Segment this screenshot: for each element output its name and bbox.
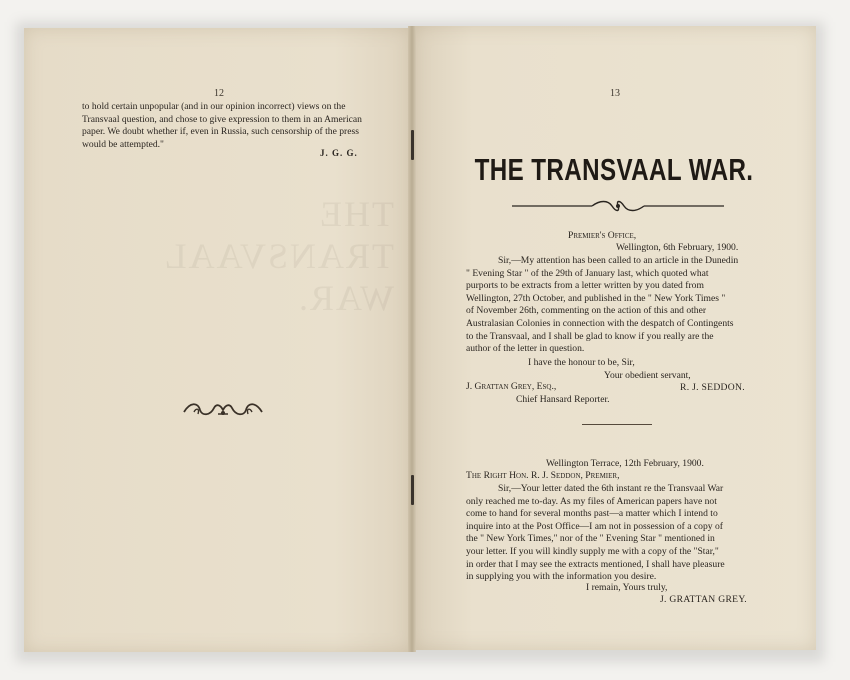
- text-line: of November 26th, commenting on the action of this and other: [466, 305, 707, 317]
- letter1-addressee1: J. Grattan Grey, Esq.,: [466, 381, 557, 392]
- text-line: " Evening Star " of the 29th of January last, which quoted what: [466, 267, 709, 279]
- letter1-closing1: I have the honour to be, Sir,: [528, 357, 635, 368]
- text-line: only reached me to-day. As my files of American papers have not: [466, 495, 717, 507]
- text-line: to hold certain unpopular (and in our opinion incorrect) views on the: [82, 101, 346, 112]
- letter1-addressee2: Chief Hansard Reporter.: [516, 394, 610, 405]
- letter2-salutation: The Right Hon. R. J. Seddon, Premier,: [466, 470, 620, 481]
- page-number-left: 12: [214, 88, 224, 99]
- text-line: in supplying you with the information you desire.: [466, 571, 657, 583]
- text-line: paper. We doubt whether if, even in Russia, such censorship of the press: [82, 126, 359, 138]
- text-line: would be attempted.": [82, 138, 164, 150]
- letter2-signature: J. GRATTAN GREY.: [660, 594, 748, 605]
- spine-gutter: [408, 26, 416, 652]
- text-line: Sir,—My attention has been called to an article in the Dunedin: [498, 255, 739, 266]
- text-line: inquire into at the Post Office—I am not in possession of a copy of: [466, 520, 723, 532]
- staple-bottom: [411, 475, 414, 505]
- text-line: Sir,—Your letter dated the 6th instant re the Transvaal War: [498, 483, 724, 494]
- text-line: in order that I may see the extracts mentioned, I shall have pleasure: [466, 558, 725, 570]
- text-line: come to hand for several months past—a matter which I intend to: [466, 508, 718, 520]
- letter2-closing: I remain, Yours truly,: [586, 582, 668, 593]
- text-line: to the Transvaal, and I shall be glad to know if you really are the: [466, 330, 714, 342]
- title-rule-ornament-icon: [512, 200, 724, 212]
- text-line: author of the letter in question.: [466, 343, 585, 355]
- bleed-through-text: THE TRANSVAAL WAR.: [163, 194, 394, 318]
- letter1-place-date: Wellington, 6th February, 1900.: [616, 242, 739, 253]
- letter2-place-date: Wellington Terrace, 12th February, 1900.: [546, 458, 704, 469]
- letter1-office: Premier's Office,: [568, 230, 637, 241]
- text-line: the " New York Times," nor of the " Evening Star " mentioned in: [466, 533, 715, 545]
- text-line: Wellington, 27th October, and published in the " New York Times ": [466, 292, 726, 304]
- letter2-body: [466, 483, 762, 584]
- letter1-signature: R. J. SEDDON.: [680, 382, 745, 393]
- text-line: your letter. If you will kindly supply me with a copy of the "Star,": [466, 545, 719, 557]
- staple-top: [411, 130, 414, 160]
- letter1-closing2: Your obedient servant,: [604, 370, 691, 381]
- text-line: Australasian Colonies in connection with the despatch of Contingents: [466, 317, 734, 329]
- page-title: THE TRANSVAAL WAR.: [474, 152, 754, 187]
- signature-jgg: J. G. G.: [320, 148, 358, 158]
- page-number-right: 13: [610, 88, 620, 99]
- section-divider: [582, 424, 652, 425]
- letter1-body: [466, 255, 762, 356]
- text-line: Transvaal question, and chose to give expression to them in an American: [82, 113, 362, 125]
- left-page-paragraph: [82, 101, 364, 151]
- ornament-icon: [180, 400, 266, 420]
- text-line: purports to be extracts from a letter written by you dated from: [466, 280, 704, 292]
